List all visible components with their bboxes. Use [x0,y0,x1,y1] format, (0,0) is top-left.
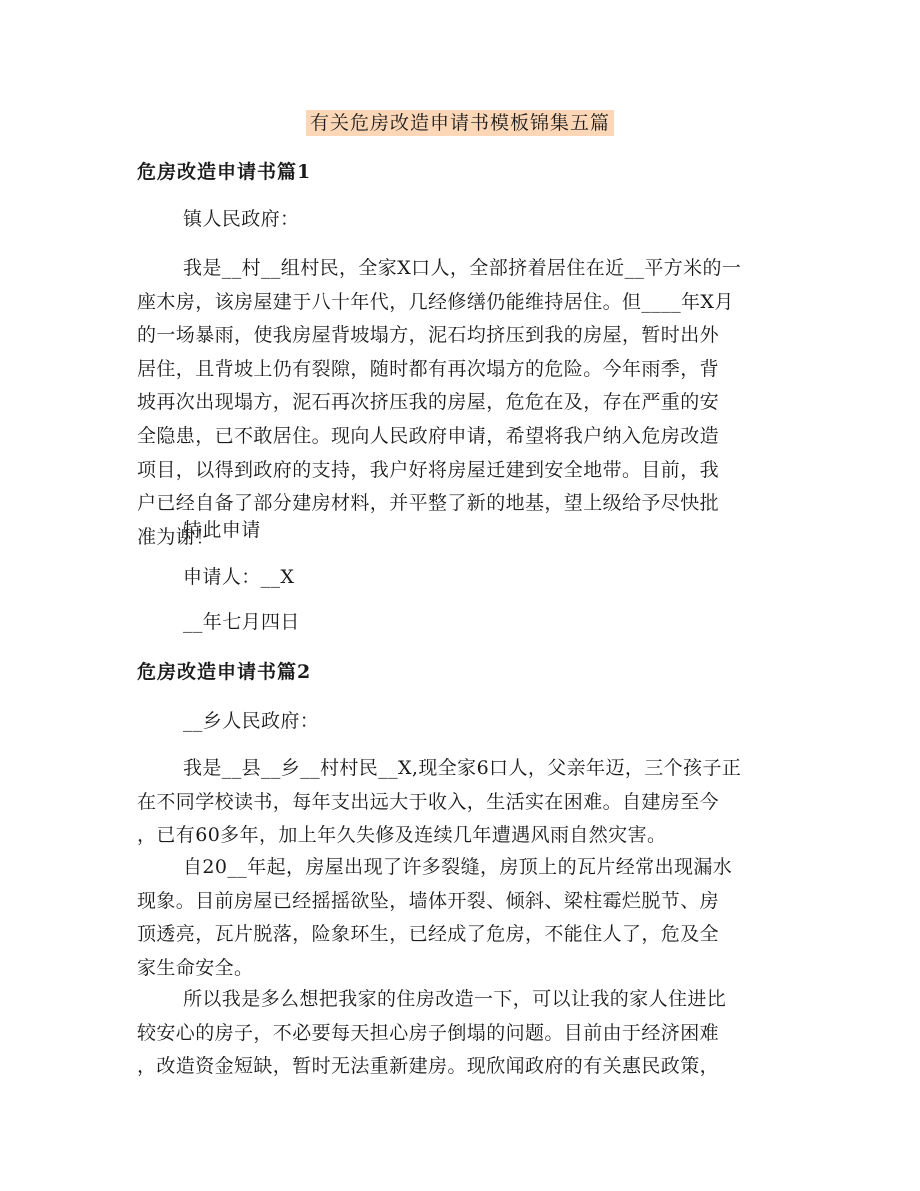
paragraph-line: 户已经自备了部分建房材料，并平整了新的地基，望上级给予尽快批 [137,492,720,515]
section1-date: __年七月四日 [183,611,300,633]
section1-salutation: 镇人民政府： [183,208,300,230]
paragraph-line: 自20__年起，房屋出现了许多裂缝，房顶上的瓦片经常出现漏水 [183,856,733,878]
paragraph-line: 现象。目前房屋已经摇摇欲坠，墙体开裂、倾斜、梁柱霉烂脱节、房 [137,889,720,912]
paragraph-line: 我是__村__组村民，全家X口人，全部挤着居住在近__平方米的一 [183,257,742,279]
paragraph-line: 我是__县__乡__村村民__X,现全家6口人，父亲年迈，三个孩子正 [183,757,742,779]
paragraph-line: 居住，且背坡上仍有裂隙，随时都有再次塌方的危险。今年雨季，背 [137,357,720,380]
paragraph-line: 准为谢！ [137,525,215,548]
section1-paragraph [137,252,787,554]
document-title [0,108,920,138]
section1-closing: 特此申请 [183,519,261,541]
paragraph-line: 所以我是多么想把我家的住房改造一下，可以让我的家人住进比 [183,988,727,1010]
section2-paragraph-1 [137,752,787,853]
section2-paragraph-3 [137,983,787,1084]
paragraph-line: 坡再次出现塌方，泥石再次挤压我的房屋，危危在及，存在严重的安 [137,391,720,414]
section1-heading: 危房改造申请书篇1 [137,161,312,183]
paragraph-line: 项目，以得到政府的支持，我户好将房屋迁建到安全地带。目前，我 [137,458,720,481]
paragraph-line: 在不同学校读书，每年支出远大于收入，生活实在困难。自建房至今 [137,790,720,813]
paragraph-line: ，改造资金短缺，暂时无法重新建房。现欣闻政府的有关惠民政策， [137,1055,720,1078]
paragraph-line: 的一场暴雨，使我房屋背坡塌方，泥石均挤压到我的房屋，暂时出外 [137,324,720,347]
paragraph-line: 座木房，该房屋建于八十年代，几经修缮仍能维持居住。但____年X月 [137,290,734,313]
section1-applicant: 申请人：__X [183,566,295,588]
document-title-text: 有关危房改造申请书模板锦集五篇 [306,110,614,136]
paragraph-line: 较安心的房子，不必要每天担心房子倒塌的问题。目前由于经济困难 [137,1021,720,1044]
paragraph-line: ，已有60多年，加上年久失修及连续几年遭遇风雨自然灾害。 [137,824,667,847]
section2-heading: 危房改造申请书篇2 [137,661,312,683]
paragraph-line: 顶透亮，瓦片脱落，险象环生，已经成了危房，不能住人了，危及全 [137,923,720,946]
section2-salutation: __乡人民政府： [183,710,320,732]
section2-paragraph-2 [137,851,787,985]
paragraph-line: 家生命安全。 [137,956,254,979]
paragraph-line: 全隐患，已不敢居住。现向人民政府申请，希望将我户纳入危房改造 [137,424,720,447]
